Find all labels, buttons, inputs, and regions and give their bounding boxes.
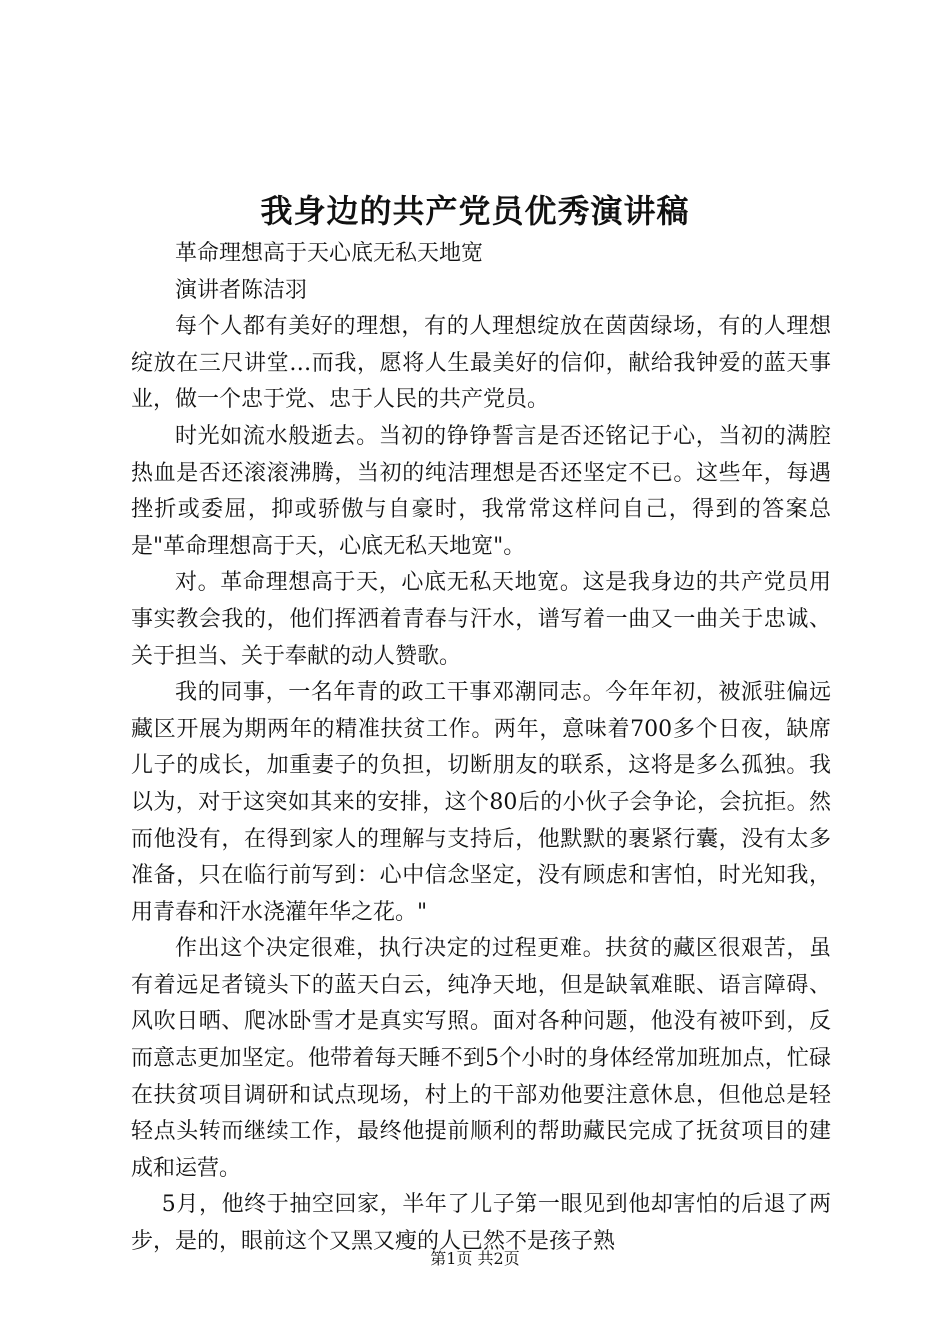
- body-paragraph: 每个人都有美好的理想，有的人理想绽放在茵茵绿场，有的人理想绽放在三尺讲堂…而我，愿将人生最美好的信仰，献给我钟爱的蓝天事业，做一个忠于党、忠于人民的共产党员。: [131, 314, 831, 413]
- body-paragraph: 时光如流水般逝去。当初的铮铮誓言是否还铭记于心，当初的满腔热血是否还滚滚沸腾，当初的纯洁理想是否还坚定不已。这些年，每遇挫折或委屈，抑或骄傲与自豪时，我常常这样问自己，得到的答案总是"革命理想高于天，心底无私天地宽"。: [131, 423, 831, 559]
- body-paragraph: 我的同事，一名年青的政工干事邓潮同志。今年年初，被派驻偏远藏区开展为期两年的精准扶贫工作。两年，意味着700多个日夜，缺席儿子的成长，加重妻子的负担，切断朋友的联系，这将是多么孤独。我以为，对于这突如其来的安排，这个80后的小伙子会争论，会抗拒。然而他没有，在得到家人的理解与支持后，他默默的裹紧行囊，没有太多准备，只在临行前写到：心中信念坚定，没有顾虑和害怕，时光知我，用青春和汗水浇灌年华之花。": [131, 680, 831, 925]
- document-body: [131, 236, 831, 1261]
- body-paragraph: 作出这个决定很难，执行决定的过程更难。扶贫的藏区很艰苦，虽有着远足者镜头下的蓝天白云，纯净天地，但是缺氧难眠、语言障碍、风吹日晒、爬冰卧雪才是真实写照。面对各种问题，他没有被吓到，反而意志更加坚定。他带着每天睡不到5个小时的身体经常加班加点，忙碌在扶贫项目调研和试点现场，村上的干部劝他要注意休息，但他总是轻轻点头转而继续工作，最终他提前顺利的帮助藏民完成了抚贫项目的建成和运营。: [131, 936, 831, 1181]
- subtitle-paragraph: 革命理想高于天心底无私天地宽: [175, 241, 484, 266]
- document-title: 我身边的共产党员优秀演讲稿: [260, 192, 690, 230]
- speaker-paragraph: 演讲者陈洁羽: [175, 277, 308, 303]
- page-footer: 第1页 共2页: [430, 1249, 520, 1268]
- body-paragraph: 对。革命理想高于天，心底无私天地宽。这是我身边的共产党员用事实教会我的，他们挥洒着青春与汗水，谱写着一曲又一曲关于忠诚、关于担当、关于奉献的动人赞歌。: [131, 570, 831, 669]
- body-paragraph: 5月，他终于抽空回家，半年了儿子第一眼见到他却害怕的后退了两步，是的，眼前这个又黑又瘦的人已然不是孩子熟: [131, 1192, 831, 1255]
